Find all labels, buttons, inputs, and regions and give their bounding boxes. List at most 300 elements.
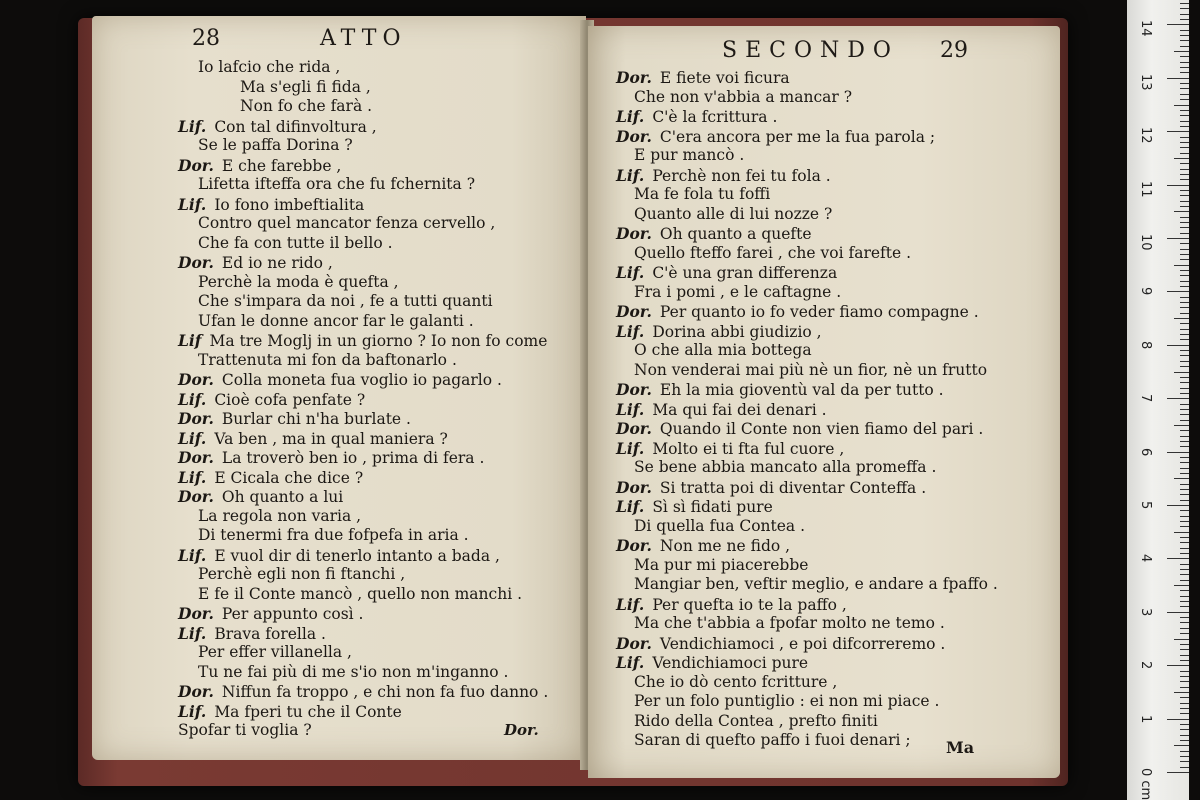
ruler-tick bbox=[1180, 339, 1189, 340]
ruler-tick bbox=[1180, 382, 1189, 383]
right-page bbox=[588, 26, 1060, 778]
text-line bbox=[588, 263, 1060, 283]
line-text: Quello fteffo farei , che voi farefte . bbox=[634, 243, 912, 262]
left-page bbox=[92, 16, 586, 760]
line-text: Brava forella . bbox=[214, 624, 326, 643]
ruler-tick bbox=[1180, 553, 1189, 554]
text-line bbox=[92, 429, 586, 449]
text-line bbox=[92, 351, 586, 371]
line-text: Cioè cofa penfate ? bbox=[214, 390, 366, 409]
text-line bbox=[92, 507, 586, 527]
text-line bbox=[588, 712, 1060, 732]
speaker-label: Lif. bbox=[616, 107, 645, 126]
ruler-tick bbox=[1167, 452, 1189, 453]
line-text: Vendichiamoci , e poi difcorreremo . bbox=[659, 634, 946, 653]
ruler-label: 4 bbox=[1138, 554, 1153, 563]
text-line bbox=[588, 322, 1060, 342]
ruler-tick bbox=[1174, 105, 1189, 106]
ruler-tick bbox=[1167, 665, 1189, 666]
line-text: Va ben , ma in qual maniera ? bbox=[214, 429, 448, 448]
speaker-label: Dor. bbox=[616, 68, 652, 87]
text-line bbox=[92, 624, 586, 644]
ruler-tick bbox=[1180, 687, 1189, 688]
text-line bbox=[92, 58, 586, 78]
left-catchword: Dor. bbox=[504, 721, 539, 739]
speaker-label: Dor. bbox=[178, 487, 214, 506]
text-line bbox=[92, 195, 586, 215]
line-text: Che io dò cento fcritture , bbox=[634, 672, 838, 691]
ruler-tick bbox=[1174, 585, 1189, 586]
line-text: Ma qui fai dei denari . bbox=[652, 400, 827, 419]
ruler-tick bbox=[1167, 238, 1189, 239]
line-text: Di tenermi fra due fofpefa in aria . bbox=[198, 526, 469, 544]
ruler-tick bbox=[1180, 751, 1189, 752]
line-text: C'era ancora per me la fua parola ; bbox=[659, 127, 936, 146]
line-text: Eh la mia gioventù val da per tutto . bbox=[659, 381, 944, 399]
line-text: Saran di quefto paffo i fuoi denari ; bbox=[634, 731, 911, 749]
ruler-tick bbox=[1180, 88, 1189, 89]
line-text: E fe il Conte mancò , quello non manchi . bbox=[198, 584, 523, 603]
ruler-tick bbox=[1180, 110, 1189, 111]
text-line bbox=[588, 166, 1060, 186]
ruler-tick bbox=[1180, 366, 1189, 367]
line-text: E che farebbe , bbox=[221, 156, 342, 175]
speaker-label: Lif. bbox=[616, 653, 645, 672]
line-text: Sì sì fidati pure bbox=[652, 498, 773, 516]
ruler-tick bbox=[1180, 121, 1189, 122]
ruler-tick bbox=[1180, 622, 1189, 623]
line-text: Perchè egli non fi ftanchi , bbox=[198, 565, 406, 583]
speaker-label: Lif. bbox=[178, 467, 207, 487]
text-line bbox=[92, 156, 586, 176]
ruler-tick bbox=[1180, 484, 1189, 485]
ruler-tick bbox=[1180, 761, 1189, 762]
text-line bbox=[92, 526, 586, 546]
text-line bbox=[588, 341, 1060, 361]
ruler-tick bbox=[1180, 649, 1189, 650]
ruler-tick bbox=[1180, 217, 1189, 218]
ruler-tick bbox=[1180, 72, 1189, 73]
ruler-tick bbox=[1180, 243, 1189, 244]
ruler-tick bbox=[1180, 174, 1189, 175]
ruler-tick bbox=[1180, 19, 1189, 20]
text-line bbox=[588, 517, 1060, 537]
speaker-label: Dor. bbox=[616, 536, 652, 555]
ruler-tick bbox=[1180, 494, 1189, 495]
speaker-label: Lif. bbox=[178, 389, 207, 409]
ruler-tick bbox=[1180, 606, 1189, 607]
speaker-label: Dor. bbox=[616, 380, 652, 399]
ruler-label: 11 bbox=[1138, 180, 1153, 198]
line-text: Burlar chi n'ha burlate . bbox=[221, 410, 411, 428]
ruler-tick bbox=[1180, 302, 1189, 303]
text-line bbox=[92, 585, 586, 605]
line-text: Oh quanto a quefte bbox=[659, 225, 812, 243]
right-page-number: 29 bbox=[940, 38, 968, 63]
ruler-tick bbox=[1180, 227, 1189, 228]
text-line bbox=[588, 595, 1060, 615]
ruler-tick bbox=[1174, 692, 1189, 693]
ruler-tick bbox=[1180, 99, 1189, 100]
ruler-tick bbox=[1180, 729, 1189, 730]
ruler-tick bbox=[1180, 169, 1189, 170]
ruler-label: 12 bbox=[1138, 127, 1153, 144]
line-text: Io lafcio che rida , bbox=[198, 58, 341, 76]
ruler-tick bbox=[1180, 713, 1189, 714]
line-text: Ma pur mi piacerebbe bbox=[634, 555, 809, 574]
ruler-tick bbox=[1180, 14, 1189, 15]
text-line bbox=[92, 117, 586, 137]
speaker-label: Lif. bbox=[178, 428, 207, 448]
ruler-tick bbox=[1180, 147, 1189, 148]
ruler-tick bbox=[1180, 724, 1189, 725]
line-text: C'è la fcrittura . bbox=[652, 108, 778, 126]
ruler-tick bbox=[1180, 83, 1189, 84]
ruler-tick bbox=[1180, 233, 1189, 234]
line-text: Contro quel mancator fenza cervello , bbox=[198, 214, 496, 232]
speaker-label: Dor. bbox=[178, 155, 214, 175]
line-text: Ed io ne rido , bbox=[221, 254, 333, 272]
ruler-tick bbox=[1167, 131, 1189, 132]
ruler-tick bbox=[1180, 206, 1189, 207]
ruler-tick bbox=[1180, 30, 1189, 31]
text-line bbox=[588, 536, 1060, 556]
speaker-label: Dor. bbox=[178, 253, 214, 272]
line-text: Non venderai mai più nè un fior, nè un frutto bbox=[634, 360, 988, 379]
text-line bbox=[92, 370, 586, 390]
text-line bbox=[92, 663, 586, 683]
text-line bbox=[92, 643, 586, 663]
ruler-tick bbox=[1180, 633, 1189, 634]
ruler-tick bbox=[1180, 735, 1189, 736]
text-line bbox=[588, 497, 1060, 517]
speaker-label: Dor. bbox=[178, 409, 214, 428]
ruler-tick bbox=[1174, 158, 1189, 159]
line-text: Che s'impara da noi , fe a tutti quanti bbox=[198, 292, 493, 310]
text-line bbox=[92, 546, 586, 566]
text-line bbox=[92, 468, 586, 488]
ruler-tick bbox=[1180, 222, 1189, 223]
line-text: Rido della Contea , prefto finiti bbox=[634, 711, 878, 730]
text-line bbox=[588, 575, 1060, 595]
line-text: Per un folo puntiglio : ei non mi piace . bbox=[634, 692, 940, 710]
ruler-tick bbox=[1180, 457, 1189, 458]
text-line bbox=[92, 409, 586, 429]
line-text: Che non v'abbia a mancar ? bbox=[634, 87, 853, 106]
ruler-tick bbox=[1180, 153, 1189, 154]
speaker-label: Dor. bbox=[616, 224, 652, 243]
speaker-label: Lif. bbox=[178, 545, 207, 565]
ruler-label: 7 bbox=[1138, 394, 1153, 403]
ruler-tick bbox=[1180, 569, 1189, 570]
line-text: Perchè non fei tu fola . bbox=[652, 166, 831, 185]
ruler-tick bbox=[1180, 94, 1189, 95]
line-text: E pur mancò . bbox=[634, 146, 745, 164]
speaker-label: Lif. bbox=[178, 701, 207, 721]
ruler-tick bbox=[1180, 388, 1189, 389]
ruler-tick bbox=[1180, 409, 1189, 410]
text-line bbox=[588, 283, 1060, 303]
line-text: Che fa con tutte il bello . bbox=[198, 233, 393, 252]
ruler-tick bbox=[1174, 211, 1189, 212]
ruler-tick bbox=[1180, 660, 1189, 661]
ruler-tick bbox=[1180, 179, 1189, 180]
text-line bbox=[588, 400, 1060, 420]
ruler-tick bbox=[1180, 126, 1189, 127]
speaker-label: Dor. bbox=[616, 302, 652, 321]
ruler-tick bbox=[1180, 259, 1189, 260]
text-line bbox=[588, 146, 1060, 166]
ruler-tick bbox=[1180, 201, 1189, 202]
ruler-tick bbox=[1180, 516, 1189, 517]
measuring-ruler bbox=[1127, 0, 1189, 800]
line-text: Non me ne fido , bbox=[659, 537, 791, 555]
ruler-tick bbox=[1180, 617, 1189, 618]
right-page-title: SECONDO bbox=[722, 38, 899, 63]
ruler-tick bbox=[1167, 719, 1189, 720]
ruler-label: 14 bbox=[1138, 20, 1153, 37]
ruler-label: 9 bbox=[1138, 287, 1153, 296]
speaker-label: Dor. bbox=[178, 682, 214, 701]
text-line bbox=[92, 448, 586, 468]
line-text: E fiete voi ficura bbox=[659, 69, 790, 87]
ruler-tick bbox=[1180, 542, 1189, 543]
line-text: Quando il Conte non vien fiamo del pari . bbox=[659, 420, 984, 438]
ruler-tick bbox=[1180, 676, 1189, 677]
ruler-label: 2 bbox=[1138, 661, 1153, 670]
ruler-tick bbox=[1180, 526, 1189, 527]
line-text: Mangiar ben, veftir meglio, e andare a fpaffo . bbox=[634, 575, 998, 593]
ruler-tick bbox=[1180, 329, 1189, 330]
ruler-label: 10 bbox=[1138, 234, 1153, 251]
text-line bbox=[588, 244, 1060, 264]
line-text: Ma s'egli fi fida , bbox=[240, 77, 371, 96]
ruler-label: 1 bbox=[1138, 714, 1153, 723]
line-text: Di quella fua Contea . bbox=[634, 516, 806, 535]
line-text: Fra i pomi , e le caftagne . bbox=[634, 282, 842, 301]
speaker-label: Lif. bbox=[616, 263, 645, 282]
line-text: Per appunto così . bbox=[221, 605, 364, 623]
ruler-tick bbox=[1180, 323, 1189, 324]
ruler-tick bbox=[1174, 51, 1189, 52]
ruler-tick bbox=[1167, 291, 1189, 292]
ruler-tick bbox=[1180, 510, 1189, 511]
line-text: Niffun fa troppo , e chi non fa fuo danno . bbox=[221, 683, 549, 701]
speaker-label: Lif. bbox=[616, 438, 645, 458]
text-line bbox=[92, 136, 586, 156]
ruler-tick bbox=[1174, 372, 1189, 373]
line-text: Si tratta poi di diventar Conteffa . bbox=[659, 478, 927, 497]
text-line bbox=[588, 185, 1060, 205]
line-text: Per quanto io fo veder fiamo compagne . bbox=[659, 303, 979, 321]
text-line bbox=[92, 312, 586, 332]
line-text: Molto ei ti fta ful cuore , bbox=[652, 439, 845, 458]
ruler-tick bbox=[1180, 249, 1189, 250]
speaker-label: Lif. bbox=[616, 497, 645, 516]
ruler-tick bbox=[1180, 115, 1189, 116]
text-line bbox=[92, 97, 586, 117]
line-text: La regola non varia , bbox=[198, 506, 362, 525]
ruler-tick bbox=[1180, 500, 1189, 501]
speaker-label: Lif. bbox=[178, 116, 207, 136]
line-text: Per quefta io te la paffo , bbox=[652, 595, 847, 614]
ruler-tick bbox=[1180, 462, 1189, 463]
line-text: Trattenuta mi fon da baftonarlo . bbox=[198, 350, 457, 369]
line-text: Colla moneta fua voglio io pagarlo . bbox=[221, 371, 502, 389]
ruler-tick bbox=[1180, 67, 1189, 68]
line-text: Ufan le donne ancor far le galanti . bbox=[198, 311, 474, 330]
ruler-tick bbox=[1180, 163, 1189, 164]
ruler-tick bbox=[1167, 345, 1189, 346]
ruler-tick bbox=[1174, 425, 1189, 426]
ruler-tick bbox=[1180, 393, 1189, 394]
text-line bbox=[588, 653, 1060, 673]
ruler-tick bbox=[1174, 265, 1189, 266]
ruler-tick bbox=[1180, 596, 1189, 597]
ruler-tick bbox=[1180, 137, 1189, 138]
text-line bbox=[92, 214, 586, 234]
ruler-tick bbox=[1180, 377, 1189, 378]
ruler-tick bbox=[1180, 681, 1189, 682]
text-line bbox=[588, 127, 1060, 147]
text-line bbox=[588, 302, 1060, 322]
ruler-tick bbox=[1180, 355, 1189, 356]
ruler-tick bbox=[1167, 185, 1189, 186]
ruler-tick bbox=[1180, 756, 1189, 757]
text-line bbox=[588, 361, 1060, 381]
text-line bbox=[588, 478, 1060, 498]
ruler-tick bbox=[1180, 307, 1189, 308]
line-text: Spofar ti voglia ? bbox=[178, 721, 312, 739]
line-text: Oh quanto a lui bbox=[221, 488, 344, 506]
left-page-title: ATTO bbox=[320, 26, 407, 51]
text-line bbox=[92, 253, 586, 273]
speaker-label: Dor. bbox=[616, 477, 652, 497]
text-line bbox=[588, 380, 1060, 400]
line-text: Lifetta ifteffa ora che fu fchernita ? bbox=[198, 175, 476, 193]
ruler-tick bbox=[1180, 254, 1189, 255]
text-line bbox=[92, 234, 586, 254]
ruler-tick bbox=[1167, 24, 1189, 25]
ruler-tick bbox=[1180, 46, 1189, 47]
ruler-tick bbox=[1180, 361, 1189, 362]
text-line bbox=[588, 419, 1060, 439]
line-text: E vuol dir di tenerlo intanto a bada , bbox=[214, 546, 500, 565]
ruler-tick bbox=[1180, 62, 1189, 63]
ruler-tick bbox=[1180, 313, 1189, 314]
ruler-tick bbox=[1180, 564, 1189, 565]
text-line bbox=[92, 604, 586, 624]
speaker-label: Dor. bbox=[178, 370, 214, 389]
speaker-label: Dor. bbox=[616, 126, 652, 146]
ruler-tick bbox=[1180, 468, 1189, 469]
ruler-tick bbox=[1174, 318, 1189, 319]
ruler-tick bbox=[1180, 580, 1189, 581]
speaker-label: Lif. bbox=[616, 399, 645, 419]
ruler-label: 0 cm bbox=[1138, 768, 1153, 800]
ruler-tick bbox=[1180, 436, 1189, 437]
ruler-label: 13 bbox=[1138, 73, 1153, 91]
ruler-tick bbox=[1180, 297, 1189, 298]
text-line bbox=[588, 731, 1060, 751]
ruler-tick bbox=[1180, 56, 1189, 57]
text-line bbox=[92, 565, 586, 585]
text-line bbox=[588, 68, 1060, 88]
ruler-tick bbox=[1180, 697, 1189, 698]
ruler-tick bbox=[1180, 601, 1189, 602]
ruler-tick bbox=[1180, 420, 1189, 421]
line-text: Se le paffa Dorina ? bbox=[198, 136, 353, 154]
ruler-tick bbox=[1180, 767, 1189, 768]
line-text: O che alla mia bottega bbox=[634, 341, 812, 359]
ruler-tick bbox=[1180, 8, 1189, 9]
ruler-tick bbox=[1180, 473, 1189, 474]
ruler-tick bbox=[1174, 745, 1189, 746]
speaker-label: Dor. bbox=[178, 448, 214, 467]
ruler-tick bbox=[1180, 703, 1189, 704]
text-line bbox=[92, 273, 586, 293]
text-line bbox=[92, 175, 586, 195]
ruler-tick bbox=[1180, 414, 1189, 415]
line-text: Vendichiamoci pure bbox=[652, 654, 809, 672]
ruler-tick bbox=[1180, 281, 1189, 282]
line-text: Per effer villanella , bbox=[198, 643, 352, 661]
ruler-tick bbox=[1180, 628, 1189, 629]
text-line bbox=[92, 702, 586, 722]
ruler-tick bbox=[1167, 558, 1189, 559]
ruler-tick bbox=[1180, 489, 1189, 490]
text-line bbox=[588, 439, 1060, 459]
text-line bbox=[588, 614, 1060, 634]
line-text: Non fo che farà . bbox=[240, 97, 373, 115]
line-text: Io fono imbeftialita bbox=[214, 195, 365, 214]
text-line bbox=[588, 88, 1060, 108]
line-text: E Cicala che dice ? bbox=[214, 468, 364, 487]
line-text: Ma tre Moglj in un giorno ? Io non fo come bbox=[209, 332, 548, 350]
text-line bbox=[588, 692, 1060, 712]
ruler-tick bbox=[1167, 505, 1189, 506]
speaker-label: Lif. bbox=[616, 165, 645, 185]
ruler-tick bbox=[1167, 78, 1189, 79]
text-line bbox=[588, 673, 1060, 693]
ruler-tick bbox=[1180, 537, 1189, 538]
ruler-tick bbox=[1174, 478, 1189, 479]
ruler-tick bbox=[1180, 404, 1189, 405]
ruler-tick bbox=[1174, 639, 1189, 640]
line-text: Quanto alle di lui nozze ? bbox=[634, 204, 833, 223]
ruler-tick bbox=[1180, 644, 1189, 645]
ruler-tick bbox=[1180, 35, 1189, 36]
line-text: Se bene abbia mancato alla promeffa . bbox=[634, 458, 937, 476]
ruler-tick bbox=[1167, 398, 1189, 399]
text-line bbox=[92, 487, 586, 507]
line-text: Perchè la moda è quefta , bbox=[198, 272, 399, 291]
text-line bbox=[588, 224, 1060, 244]
speaker-label: Lif. bbox=[616, 594, 645, 614]
ruler-tick bbox=[1180, 548, 1189, 549]
ruler-tick bbox=[1180, 655, 1189, 656]
ruler-tick bbox=[1180, 275, 1189, 276]
ruler-label: 6 bbox=[1138, 447, 1153, 456]
speaker-label: Lif. bbox=[616, 321, 645, 341]
speaker-label: Lif. bbox=[178, 623, 207, 643]
speaker-label: Dor. bbox=[178, 604, 214, 623]
ruler-label: 8 bbox=[1138, 340, 1153, 350]
ruler-tick bbox=[1180, 740, 1189, 741]
ruler-tick bbox=[1180, 40, 1189, 41]
ruler-tick bbox=[1180, 350, 1189, 351]
ruler-tick bbox=[1167, 772, 1189, 773]
